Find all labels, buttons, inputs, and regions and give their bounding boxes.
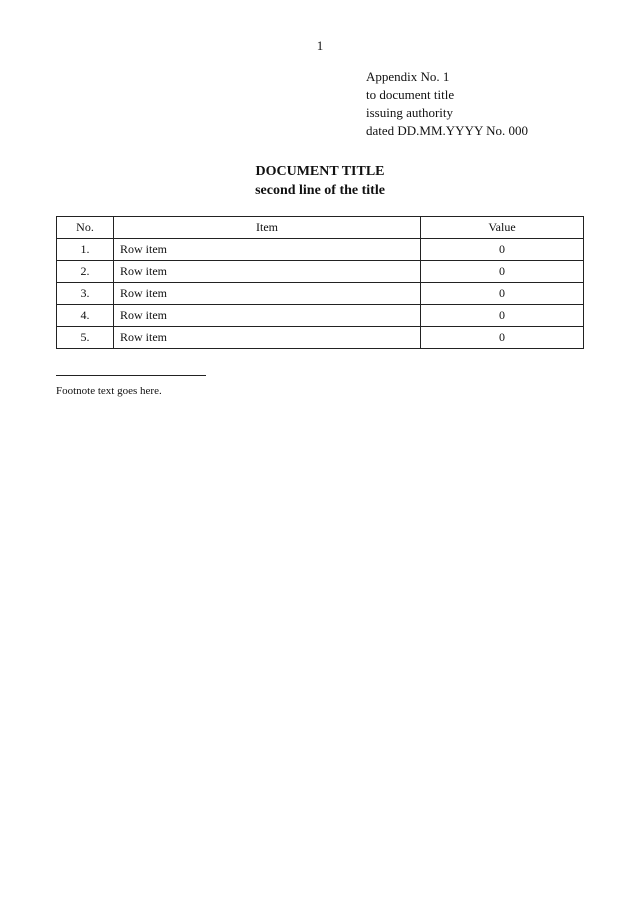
row-number: 4. — [57, 305, 114, 327]
row-name: Row item — [114, 283, 421, 305]
row-number: 1. — [57, 239, 114, 261]
row-value: 0 — [421, 261, 584, 283]
table-header-row — [57, 217, 584, 239]
address-line: issuing authority — [366, 105, 454, 120]
row-name: Row item — [114, 261, 421, 283]
address-line: to document title — [366, 87, 455, 102]
title-line: DOCUMENT TITLE — [255, 164, 385, 179]
address-block — [366, 68, 584, 140]
column-header-value: Value — [421, 217, 584, 239]
table-row — [57, 327, 584, 349]
document-title — [56, 162, 584, 200]
table-row — [57, 305, 584, 327]
row-value: 0 — [421, 305, 584, 327]
address-line: Appendix No. 1 — [366, 69, 450, 84]
column-header-number: No. — [57, 217, 114, 239]
row-value: 0 — [421, 239, 584, 261]
row-number: 5. — [57, 327, 114, 349]
footnote: Footnote text goes here. — [56, 385, 162, 397]
row-value: 0 — [421, 327, 584, 349]
table-row — [57, 261, 584, 283]
row-name: Row item — [114, 327, 421, 349]
footnote-divider — [56, 375, 206, 376]
row-number: 3. — [57, 283, 114, 305]
row-value: 0 — [421, 283, 584, 305]
title-line: second line of the title — [255, 183, 385, 198]
address-line: dated DD.MM.YYYY No. 000 — [366, 123, 529, 138]
page-number: 1 — [316, 38, 324, 53]
table-row — [57, 239, 584, 261]
row-number: 2. — [57, 261, 114, 283]
row-name: Row item — [114, 305, 421, 327]
data-table — [56, 216, 584, 349]
table-row — [57, 283, 584, 305]
row-name: Row item — [114, 239, 421, 261]
column-header-item: Item — [114, 217, 421, 239]
